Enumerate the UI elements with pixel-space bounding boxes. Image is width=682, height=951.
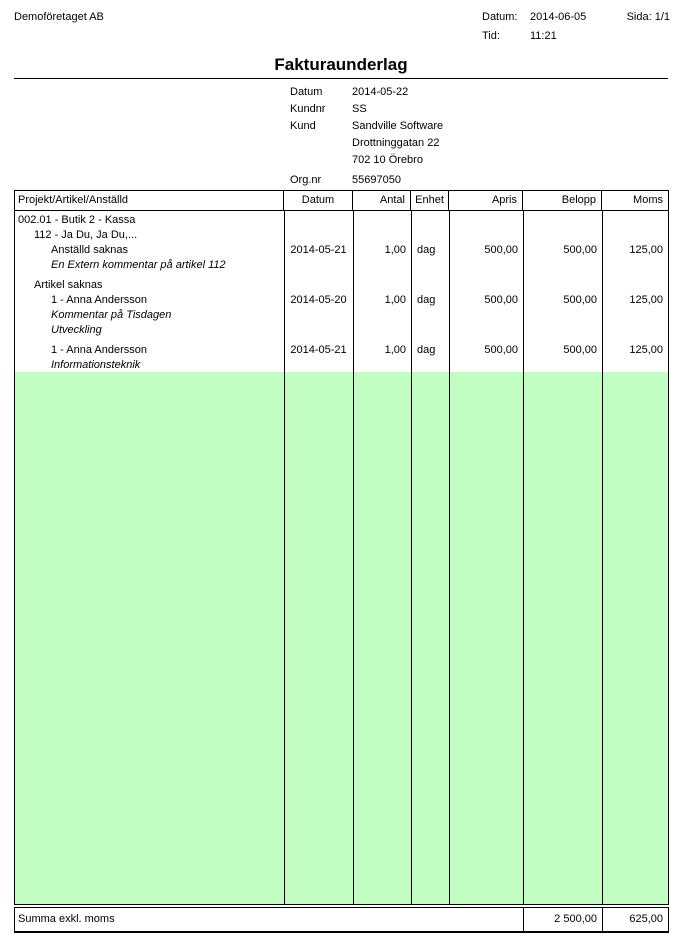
cell-belopp	[523, 278, 602, 293]
column-header: Antal	[353, 191, 411, 210]
cell-datum	[284, 278, 353, 293]
column-gridline	[284, 211, 285, 904]
cell-datum	[284, 213, 353, 228]
cell-apris	[449, 323, 523, 338]
info-label: Kundnr	[290, 103, 326, 115]
info-value: SS	[352, 103, 367, 115]
cell-belopp	[523, 323, 602, 338]
print-time-value: 11:21	[530, 30, 557, 42]
cell-apris	[449, 278, 523, 293]
cell-moms: 125,00	[629, 294, 663, 306]
cell-antal: 1,00	[384, 344, 406, 356]
info-row	[290, 118, 443, 135]
cell-belopp	[523, 308, 602, 323]
cell-projekt-artikel: 112 - Ja Du, Ja Du,...	[34, 229, 138, 241]
cell-moms	[602, 213, 668, 228]
column-gridline	[523, 211, 524, 904]
cell-antal: 1,00	[384, 244, 406, 256]
table-row	[15, 243, 668, 258]
cell-belopp: 500,00	[563, 294, 597, 306]
cell-belopp	[523, 228, 602, 243]
table-row	[15, 323, 668, 338]
cell-antal	[353, 308, 411, 323]
summary-row	[14, 907, 669, 933]
info-value: 702 10 Örebro	[352, 154, 423, 166]
cell-projekt-artikel: 1 - Anna Andersson	[51, 294, 148, 306]
cell-moms	[602, 258, 668, 273]
cell-moms: 125,00	[629, 244, 663, 256]
info-value: 55697050	[352, 174, 401, 186]
cell-apris	[449, 258, 523, 273]
cell-datum: 2014-05-20	[290, 294, 347, 306]
summary-belopp-value: 2 500,00	[523, 908, 602, 931]
cell-datum: 2014-05-21	[290, 244, 347, 256]
column-header: Projekt/Artikel/Anställd	[15, 191, 284, 210]
cell-moms	[602, 308, 668, 323]
table-row	[15, 258, 668, 273]
cell-belopp	[523, 258, 602, 273]
cell-enhet	[411, 323, 449, 338]
cell-moms	[602, 228, 668, 243]
cell-apris	[449, 213, 523, 228]
table-row	[15, 293, 668, 308]
invoice-info-block	[290, 84, 443, 189]
cell-datum	[284, 258, 353, 273]
column-gridline	[602, 211, 603, 904]
cell-datum: 2014-05-21	[290, 344, 347, 356]
cell-apris: 500,00	[484, 344, 518, 356]
print-date-label: Datum:	[482, 11, 518, 23]
cell-antal	[353, 213, 411, 228]
cell-projekt-artikel: 002.01 - Butik 2 - Kassa	[18, 214, 136, 226]
column-header: Belopp	[523, 191, 602, 210]
info-label: Datum	[290, 86, 323, 98]
cell-apris	[449, 358, 523, 373]
cell-moms	[602, 278, 668, 293]
cell-antal	[353, 258, 411, 273]
cell-projekt-artikel: Kommentar på Tisdagen	[51, 309, 172, 321]
table-header-row	[14, 190, 669, 211]
cell-belopp: 500,00	[563, 344, 597, 356]
info-label: Org.nr	[290, 174, 322, 186]
column-gridline	[449, 211, 450, 904]
column-gridline	[411, 211, 412, 904]
cell-moms	[602, 358, 668, 373]
print-date-value: 2014-06-05	[530, 11, 587, 23]
column-header: Apris	[449, 191, 523, 210]
cell-datum	[284, 323, 353, 338]
column-header: Enhet	[411, 191, 449, 210]
cell-antal: 1,00	[384, 294, 406, 306]
cell-projekt-artikel: 1 - Anna Andersson	[51, 344, 148, 356]
cell-belopp	[523, 358, 602, 373]
cell-moms: 125,00	[629, 344, 663, 356]
cell-projekt-artikel: Anställd saknas	[51, 244, 129, 256]
info-row	[290, 152, 443, 169]
cell-projekt-artikel: En Extern kommentar på artikel 112	[51, 259, 226, 271]
cell-enhet	[411, 278, 449, 293]
info-label: Kund	[290, 120, 316, 132]
table-row	[15, 358, 668, 373]
report-title: Fakturaunderlag	[274, 55, 408, 74]
column-header: Moms	[633, 194, 663, 206]
highlight-fill	[15, 372, 668, 904]
cell-apris	[449, 228, 523, 243]
table-row	[15, 213, 668, 228]
cell-enhet	[411, 308, 449, 323]
info-row	[290, 101, 443, 118]
cell-datum	[284, 308, 353, 323]
table-row	[15, 278, 668, 293]
table-body	[14, 211, 669, 905]
cell-datum	[284, 358, 353, 373]
cell-antal	[353, 323, 411, 338]
info-row	[290, 84, 443, 101]
cell-projekt-artikel: Utveckling	[51, 324, 102, 336]
info-row	[290, 172, 443, 189]
cell-enhet	[411, 358, 449, 373]
info-row	[290, 135, 443, 152]
cell-enhet	[411, 228, 449, 243]
cell-moms	[602, 323, 668, 338]
info-value: Sandville Software	[352, 120, 444, 132]
info-value: Drottninggatan 22	[352, 137, 440, 149]
info-value: 2014-05-22	[352, 86, 409, 98]
title-divider	[14, 78, 668, 79]
cell-antal	[353, 228, 411, 243]
cell-enhet	[411, 213, 449, 228]
print-time-label: Tid:	[482, 30, 500, 42]
cell-enhet	[411, 258, 449, 273]
table-row	[15, 343, 668, 358]
cell-enhet: dag	[417, 294, 436, 306]
cell-antal	[353, 358, 411, 373]
column-header: Datum	[284, 191, 353, 210]
table-row	[15, 308, 668, 323]
cell-belopp: 500,00	[563, 244, 597, 256]
cell-apris	[449, 308, 523, 323]
info-label	[290, 135, 352, 152]
cell-datum	[284, 228, 353, 243]
cell-apris: 500,00	[484, 294, 518, 306]
summary-moms-value: 625,00	[602, 908, 668, 931]
cell-enhet: dag	[417, 344, 436, 356]
cell-belopp	[523, 213, 602, 228]
cell-enhet: dag	[417, 244, 436, 256]
cell-projekt-artikel: Informationsteknik	[51, 359, 141, 371]
cell-antal	[353, 278, 411, 293]
summary-label: Summa exkl. moms	[18, 913, 115, 925]
column-gridline	[353, 211, 354, 904]
table-row	[15, 228, 668, 243]
cell-apris: 500,00	[484, 244, 518, 256]
info-label	[290, 152, 352, 169]
page-number: Sida: 1/1	[626, 11, 670, 23]
company-name: Demoföretaget AB	[14, 11, 104, 23]
cell-projekt-artikel: Artikel saknas	[34, 279, 103, 291]
